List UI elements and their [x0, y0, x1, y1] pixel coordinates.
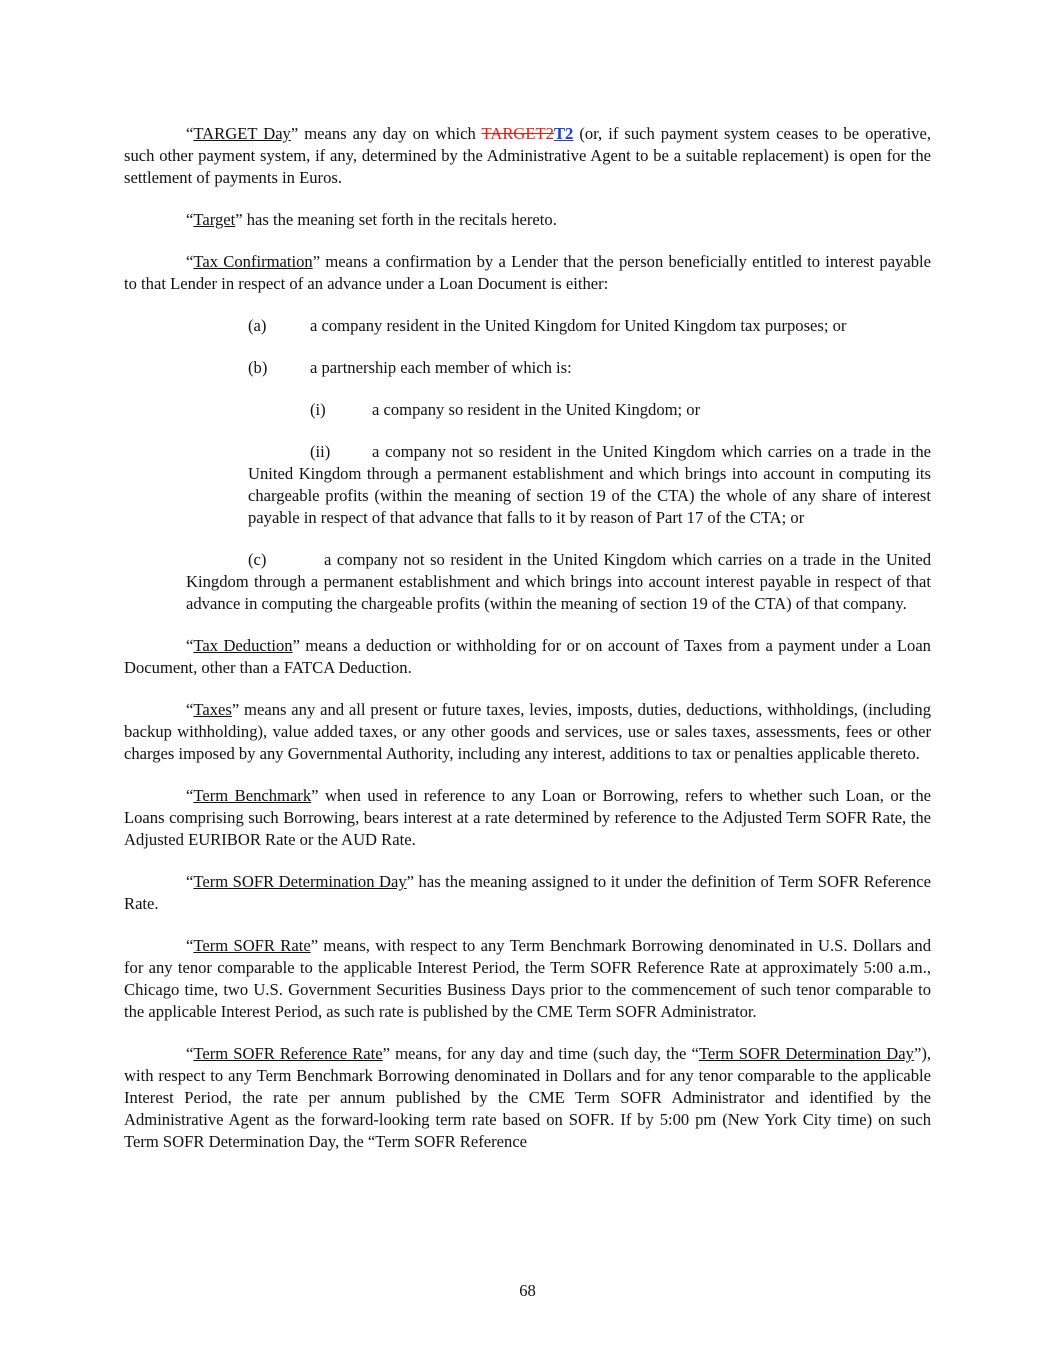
definition-text: ” means any and all present or future taxes, levies, imposts, duties, deductions, withholdings, (including backup withholding), value added taxes, or any other goods and services, use or sales taxes, assessments, fees or other charges imposed by any Governmental Authority, including any interest, additions to tax or penalties applicable thereto.	[124, 700, 931, 763]
defined-term: Taxes	[193, 700, 232, 719]
open-quote: “	[186, 210, 194, 229]
list-item-c	[186, 549, 931, 615]
definition-tax-deduction	[124, 635, 931, 679]
list-item-ii	[248, 441, 931, 529]
item-text: a company resident in the United Kingdom for United Kingdom tax purposes; or	[310, 316, 847, 335]
defined-term: Term SOFR Rate	[193, 936, 311, 955]
defined-term: TARGET Day	[193, 124, 291, 143]
document-page	[124, 123, 931, 1173]
item-label: (a)	[248, 316, 267, 335]
definition-text: ”), with respect to any Term Benchmark Borrowing denominated in Dollars and for any tenor comparable to the applicable Interest Period, the rate per annum published by the CME Term SOFR Administrator and identified by the Administrative Agent as the forward-looking term rate based on SOFR. If by 5:00 pm (New York City time) on such Term SOFR Determination Day, the “Term SOFR Reference	[124, 1044, 931, 1151]
defined-term: Term SOFR Determination Day	[193, 872, 407, 891]
defined-term: Target	[193, 210, 236, 229]
defined-term: Term SOFR Reference Rate	[193, 1044, 383, 1063]
definition-tax-confirmation	[124, 251, 931, 295]
open-quote: “	[186, 124, 194, 143]
definition-term-sofr-reference-rate	[124, 1043, 931, 1153]
definition-text: ” means any day on which	[290, 124, 482, 143]
open-quote: “	[186, 1044, 194, 1063]
item-text: a partnership each member of which is:	[310, 358, 572, 377]
defined-term: Tax Confirmation	[193, 252, 313, 271]
inserted-text: T2	[553, 124, 574, 143]
deleted-text: TARGET2	[481, 124, 554, 143]
item-label: (ii)	[310, 442, 331, 461]
defined-term: Term Benchmark	[193, 786, 312, 805]
definition-text: ” means, with respect to any Term Benchmark Borrowing denominated in U.S. Dollars and for any tenor comparable to the applicable Interest Period, the Term SOFR Reference Rate at approximately 5:00 a.m., Chicago time, two U.S. Government Securities Business Days prior to the commencement of such tenor comparable to the applicable Interest Period, as such rate is published by the CME Term SOFR Administrator.	[124, 936, 931, 1021]
definition-term-benchmark	[124, 785, 931, 851]
definition-target-day	[124, 123, 931, 189]
definition-target	[124, 209, 931, 231]
definition-text: ” when used in reference to any Loan or Borrowing, refers to whether such Loan, or the Loans comprising such Borrowing, bears interest at a rate determined by reference to the Adjusted Term SOFR Rate, the Adjusted EURIBOR Rate or the AUD Rate.	[124, 786, 931, 849]
list-item-i	[124, 399, 931, 421]
definition-term-sofr-determination-day	[124, 871, 931, 915]
defined-term: Tax Deduction	[193, 636, 293, 655]
open-quote: “	[186, 636, 194, 655]
definition-text: ” has the meaning assigned to it under the definition of Term SOFR Reference Rate.	[124, 872, 932, 913]
definition-text: ” means a deduction or withholding for or on account of Taxes from a payment under a Loan Document, other than a FATCA Deduction.	[124, 636, 931, 677]
item-text: a company so resident in the United Kingdom; or	[372, 400, 701, 419]
definition-term-sofr-rate	[124, 935, 931, 1023]
definition-text: ” means, for any day and time (such day, the “	[382, 1044, 699, 1063]
definition-text: ” has the meaning set forth in the recitals hereto.	[235, 210, 557, 229]
open-quote: “	[186, 252, 194, 271]
open-quote: “	[186, 872, 194, 891]
open-quote: “	[186, 786, 194, 805]
item-label: (i)	[310, 400, 326, 419]
list-item-a	[124, 315, 931, 337]
item-text: a company not so resident in the United Kingdom which carries on a trade in the United Kingdom through a permanent establishment and which brings into account interest payable in respect of that advance in computing the chargeable profits (within the meaning of section 19 of the CTA) of that company.	[186, 550, 931, 613]
definition-taxes	[124, 699, 931, 765]
open-quote: “	[186, 936, 194, 955]
defined-term: Term SOFR Determination Day	[698, 1044, 914, 1063]
item-label: (c)	[248, 550, 267, 569]
item-text: a company not so resident in the United Kingdom which carries on a trade in the United Kingdom through a permanent establishment and which brings into account in computing its chargeable profits (within the meaning of section 19 of the CTA) the whole of any share of interest payable in respect of that advance that falls to it by reason of Part 17 of the CTA; or	[248, 442, 931, 527]
item-label: (b)	[248, 358, 268, 377]
open-quote: “	[186, 700, 194, 719]
definition-text: (or, if such payment system ceases to be operative, such other payment system, if any, determined by the Administrative Agent to be a suitable replacement) is open for the settlement of payments in Euros.	[124, 124, 931, 187]
page-number: 68	[519, 1281, 536, 1300]
list-item-b	[124, 357, 931, 379]
definition-text: ” means a confirmation by a Lender that the person beneficially entitled to interest payable to that Lender in respect of an advance under a Loan Document is either:	[124, 252, 931, 293]
